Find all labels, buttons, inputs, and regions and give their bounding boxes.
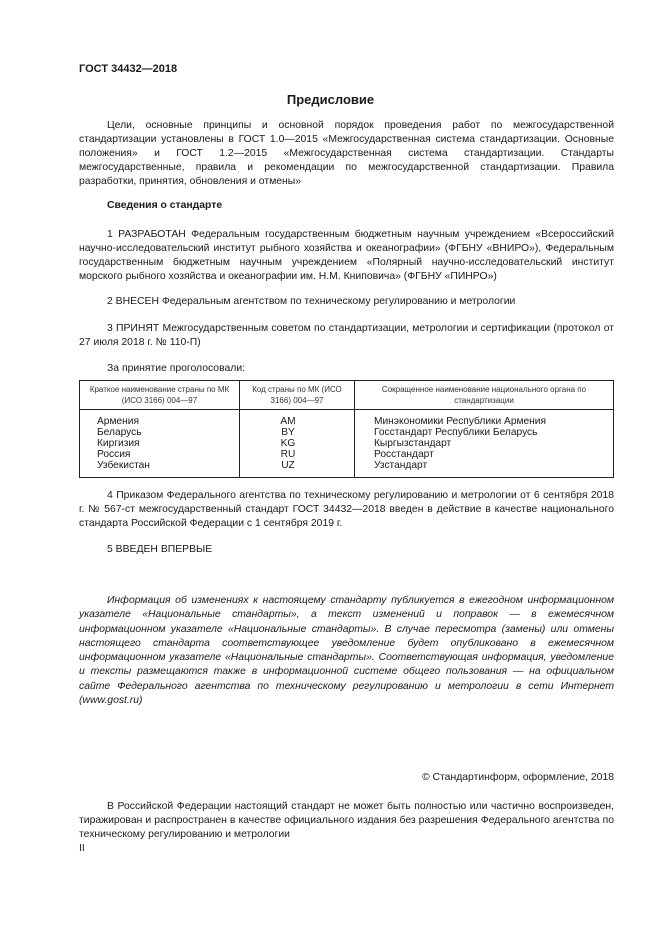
national-body-header: Сокращенное наименование национального органа по стандартизации <box>355 381 614 410</box>
body-cell: Узстандарт <box>355 460 614 478</box>
about-standard-heading: Сведения о стандарте <box>107 200 223 211</box>
body-cell: Росстандарт <box>355 449 614 460</box>
code-cell: KG <box>240 438 355 449</box>
code-cell: AM <box>240 410 355 428</box>
country-cell: Беларусь <box>80 427 240 438</box>
page-number: II <box>79 843 85 854</box>
enacted-paragraph: 4 Приказом Федерального агентства по техническому регулированию и метрологии от 6 сентября 2018 г. № 567-ст межгосударственный стандарт ГОСТ 34432—2018 введен в действие в качестве национального стандарта Российской Федерации с 1 сентября 2019 г. <box>79 490 614 529</box>
country-cell: Россия <box>80 449 240 460</box>
table-row <box>80 427 614 438</box>
code-cell: BY <box>240 427 355 438</box>
table-row <box>80 460 614 478</box>
country-name-header: Краткое наименование страны по МК (ИСО 3166) 004—97 <box>80 381 240 410</box>
developed-by-paragraph: 1 РАЗРАБОТАН Федеральным государственным бюджетным научным учреждением «Всероссийский научно-исследовательский институт рыбного хозяйства и океанографии» (ФГБНУ «ВНИРО»), Федеральным государственным бюджетным научным учреждением «Полярный научно-исследовательский институт морского рыбного хозяйства и океанографии им. Н.М. Книповича» (ФГБНУ «ПИНРО») <box>79 229 614 282</box>
country-code-header: Код страны по МК (ИСО 3166) 004—97 <box>240 381 355 410</box>
country-cell: Киргизия <box>80 438 240 449</box>
body-cell: Кыргызстандарт <box>355 438 614 449</box>
vote-table <box>79 380 614 478</box>
document-id-header: ГОСТ 34432—2018 <box>79 63 178 75</box>
reproduction-rights-paragraph: В Российской Федерации настоящий стандарт не может быть полностью или частично воспроизведен, тиражирован и распространен в качестве официального издания без разрешения Федерального агентства по техническому регулированию и метрологии <box>79 801 614 840</box>
body-cell: Минэкономики Республики Армения <box>355 410 614 428</box>
table-row <box>80 410 614 428</box>
amendments-info-paragraph: Информация об изменениях к настоящему стандарту публикуется в ежегодном информационном указателе «Национальные стандарты», а текст изменений и поправок — в ежемесячном информационном указателе «Национальные стандарты». В случае пересмотра (замены) или отмены настоящего стандарта соответствующее уведомление будет опубликовано в ежемесячном информационном указателе «Национальные стандарты». Соответствующая информация, уведомление и тексты размещаются также в информационной системе общего пользования — на официальном сайте Федерального агентства по техническому регулированию и метрологии в сети Интернет (www.gost.ru) <box>79 595 614 707</box>
country-cell: Узбекистан <box>80 460 240 478</box>
intro-paragraph: Цели, основные принципы и основной порядок проведения работ по межгосударственной стандартизации установлены в ГОСТ 1.0—2015 «Межгосударственная система стандартизации. Основные положения» и ГОСТ 1.2—2015 «Межгосударственная система стандартизации. Стандарты межгосударственные, правила и рекомендации по межгосударственной стандартизации. Правила разработки, принятия, обновления и отмены» <box>79 120 614 187</box>
copyright-notice: © Стандартинформ, оформление, 2018 <box>421 772 614 783</box>
country-cell: Армения <box>80 410 240 428</box>
table-row <box>80 438 614 449</box>
code-cell: UZ <box>240 460 355 478</box>
introduced-by-paragraph: 2 ВНЕСЕН Федеральным агентством по техническому регулированию и метрологии <box>107 296 516 307</box>
vote-table-header-row <box>80 381 614 410</box>
code-cell: RU <box>240 449 355 460</box>
table-row <box>80 449 614 460</box>
body-cell: Госстандарт Республики Беларусь <box>355 427 614 438</box>
first-introduced-paragraph: 5 ВВЕДЕН ВПЕРВЫЕ <box>107 544 213 555</box>
page-title: Предисловие <box>286 92 375 107</box>
vote-label: За принятие проголосовали: <box>107 363 246 374</box>
adopted-by-paragraph: 3 ПРИНЯТ Межгосударственным советом по стандартизации, метрологии и сертификации (протокол от 27 июля 2018 г. № 110-П) <box>79 323 614 348</box>
